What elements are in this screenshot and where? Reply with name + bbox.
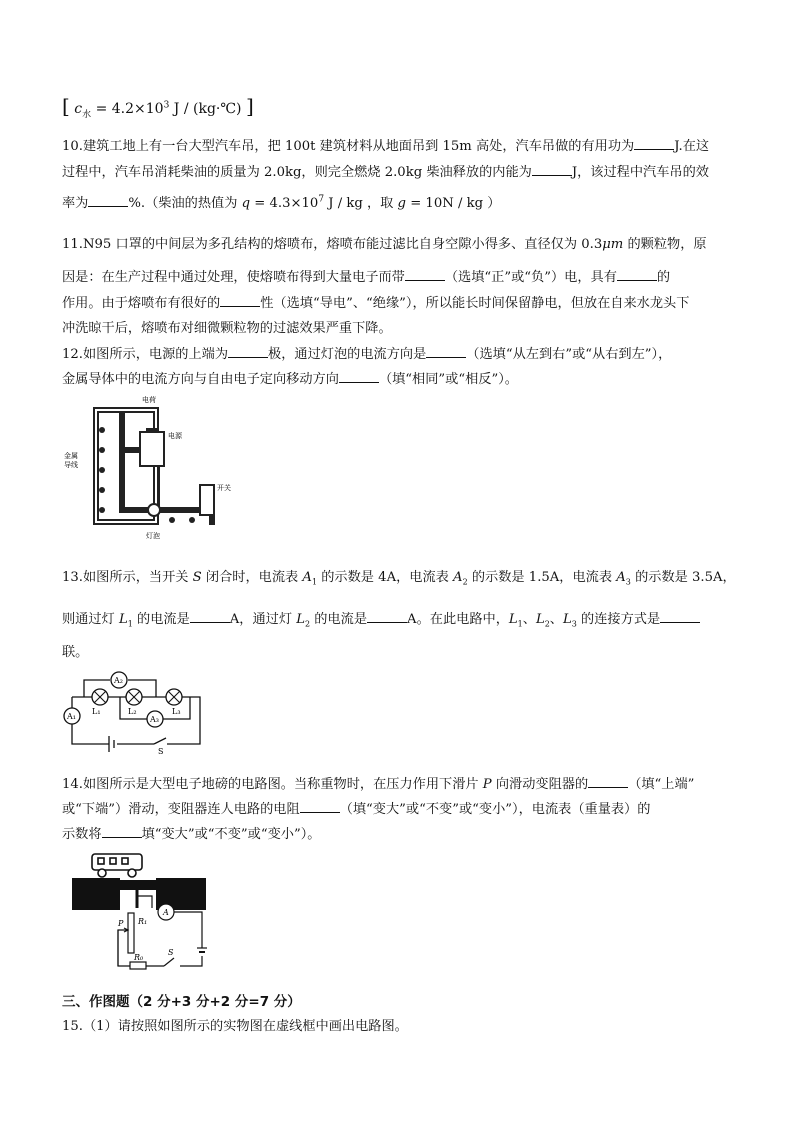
answer-blank[interactable] (532, 163, 572, 176)
switch-icon (200, 485, 214, 515)
answer-blank[interactable] (220, 294, 260, 307)
label-A: A (163, 908, 169, 917)
question-14-line-2: 或“下端”）滑动，变阻器连人电路的电阻 （填“变大”或“不变”或“变小”），电流表（重量表）的 (62, 802, 651, 817)
answer-blank[interactable] (228, 345, 268, 358)
answer-blank[interactable] (634, 137, 674, 150)
q12-circuit-figure (62, 390, 237, 545)
question-10-line-1: 10.建筑工地上有一台大型汽车吊，把 100t 建筑材料从地面吊到 15m 高处，汽车吊做的有用功为 J.在这 (62, 139, 710, 154)
question-11-line-2: 因是：在生产过程中通过处理，使熔喷布得到大量电子而带 （选填“正”或“负”）电，具有 的 (62, 270, 671, 285)
label-R0: R₀ (134, 953, 144, 962)
label-A2: A₂ (114, 676, 123, 685)
question-14-line-1: 14.如图所示是大型电子地磅的电路图。当称重物时，在压力作用下滑片 P 向滑动变阻器的 （填“上端” (62, 777, 695, 792)
specific-heat-formula: [ $c_水 = 4.2\times 10^3$ J / (kg·℃) ] (62, 94, 254, 120)
lamp-label: 灯泡 (146, 532, 160, 540)
question-11-line-4: 冲洗晾干后，熔喷布对细微颗粒物的过滤效果严重下降。 (62, 321, 392, 336)
label-S: S (158, 747, 164, 754)
label-L1: L₁ (92, 707, 101, 716)
wire-label-1: 金属 (64, 452, 78, 460)
question-12-line-1: 12.如图所示，电源的上端为 极，通过灯泡的电流方向是 （选填“从左到右”或“从右到左”）， (62, 347, 672, 362)
ground-left (72, 878, 120, 910)
electron-label: 电荷 (142, 396, 156, 404)
question-12-line-2: 金属导体中的电流方向与自由电子定向移动方向 （填“相同”或“相反”）。 (62, 372, 518, 387)
question-10-line-2: 过程中，汽车吊消耗柴油的质量为 2.0kg，则完全燃烧 2.0kg 柴油释放的内能为 J，该过程中汽车吊的效 (62, 165, 709, 180)
question-14-line-3: 示数将 填“变大”或“不变”或“变小”）。 (62, 827, 321, 842)
label-L2: L₂ (128, 707, 137, 716)
wire-label (64, 451, 78, 469)
label-A1: A₁ (67, 712, 76, 721)
label-A3: A₃ (150, 715, 159, 724)
question-11-line-1: 11.N95 口罩的中间层为多孔结构的熔喷布，熔喷布能过滤比自身空隙小得多、直径仅为 0.3μm 的颗粒物，原 (62, 237, 707, 252)
answer-blank[interactable] (426, 345, 466, 358)
wire-label-2: 导线 (64, 461, 78, 469)
section-3-title: 三、作图题（2 分+3 分+2 分=7 分） (62, 994, 301, 1010)
question-15-line-1: 15.（1）请按照如图所示的实物图在虚线框中画出电路图。 (62, 1019, 408, 1034)
answer-blank[interactable] (190, 610, 230, 623)
question-10-line-3: 率为 %.（柴油的热值为 $q = 4.3\times 10^7$ J / kg ，取 g = 10N / kg ） (62, 194, 501, 211)
label-L3: L₃ (172, 707, 181, 716)
answer-blank[interactable] (300, 800, 340, 813)
truck-icon (92, 854, 142, 877)
label-P: P (118, 919, 124, 928)
question-13-line-1: 13.如图所示，当开关 S 闭合时，电流表 $A_1$ 的示数是 4A，电流表 $A_2$ 的示数是 1.5A，电流表 $A_3$ 的示数是 3.5A， (62, 570, 736, 587)
answer-blank[interactable] (617, 268, 657, 281)
question-11-line-3: 作用。由于熔喷布有很好的 性（选填“导电”、“绝缘”），所以能长时间保留静电，但放在自来水龙头下 (62, 296, 690, 311)
answer-blank[interactable] (660, 610, 700, 623)
answer-blank[interactable] (88, 194, 128, 207)
label-S: S (168, 948, 174, 957)
answer-blank[interactable] (588, 775, 628, 788)
answer-blank[interactable] (339, 370, 379, 383)
answer-blank[interactable] (367, 610, 407, 623)
battery-icon (140, 432, 164, 466)
q14-weighbridge-figure (62, 848, 222, 973)
lamp-icon (148, 504, 160, 516)
platform (120, 880, 156, 890)
question-13-line-2: 则通过灯 $L_1$ 的电流是 A，通过灯 $L_2$ 的电流是 A。在此电路中，$L_1$、$L_2$、$L_3$ 的连接方式是 (62, 608, 700, 629)
answer-blank[interactable] (102, 825, 142, 838)
label-R1: R₁ (138, 917, 148, 926)
power-label: 电源 (168, 432, 182, 440)
answer-blank[interactable] (405, 268, 445, 281)
question-13-line-3: 联。 (62, 645, 89, 660)
q13-circuit-figure (62, 664, 212, 754)
switch-label: 开关 (217, 484, 231, 492)
